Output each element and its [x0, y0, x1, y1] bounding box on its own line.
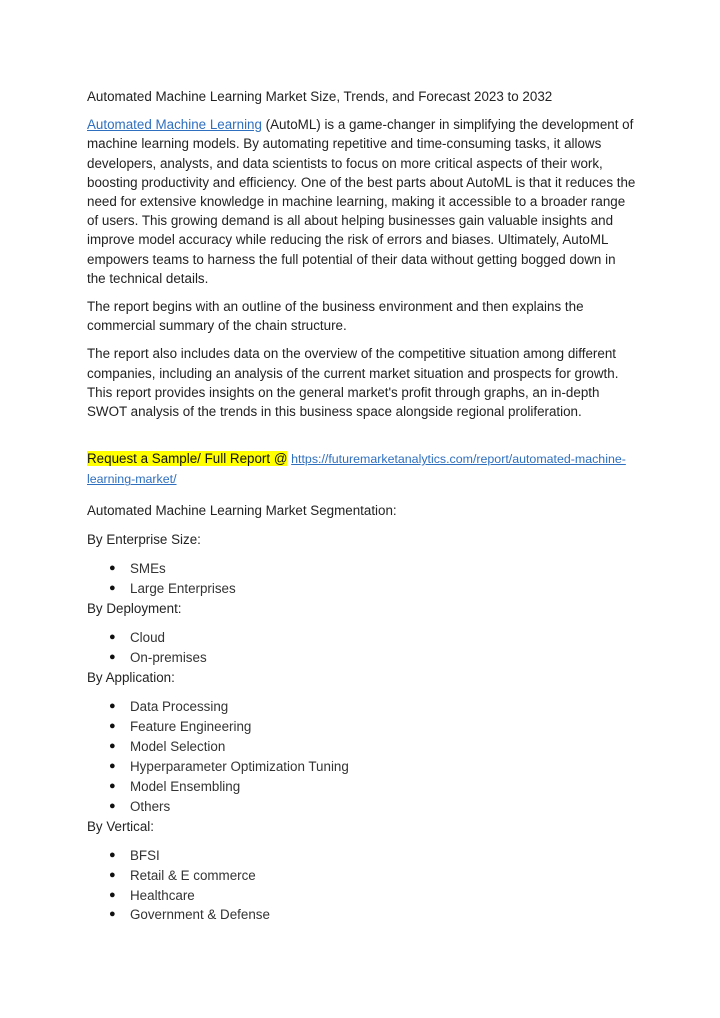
- bullet-icon: ●: [109, 868, 116, 881]
- bullet-icon: ●: [109, 759, 116, 772]
- bullet-icon: ●: [109, 888, 116, 901]
- bullet-icon: ●: [109, 848, 116, 861]
- bullet-icon: ●: [109, 799, 116, 812]
- outline-paragraph: The report begins with an outline of the business environment and then explains the commercial summary of the chain structure.: [87, 299, 584, 334]
- list-item: ● Hyperparameter Optimization Tuning: [87, 757, 636, 777]
- competition-paragraph: The report also includes data on the overview of the competitive situation among different companies, including an analysis of the current market situation and prospects for growth. This report provides insights on the general market's profit through graphs, an in-depth SWOT analysis of the trends in this business space alongside regional proliferation.: [87, 346, 619, 420]
- list-item: ● Model Ensembling: [87, 777, 636, 797]
- list-item: ● Others: [87, 797, 636, 817]
- intro-paragraph: [87, 115, 636, 288]
- request-sample-label: Request a Sample/ Full Report @: [87, 451, 288, 467]
- application-list: [87, 697, 636, 816]
- vertical-list: [87, 846, 636, 926]
- bullet-icon: ●: [109, 700, 116, 713]
- bullet-icon: ●: [109, 650, 116, 663]
- bullet-icon: ●: [109, 581, 116, 594]
- list-item: ● Data Processing: [87, 697, 636, 717]
- intro-text: (AutoML) is a game-changer in simplifying the development of machine learning models. By automating repetitive and time-consuming tasks, it allows developers, analysts, and data scientists to focus on more critical aspects of their work, boosting productivity and efficiency. One of the best parts about AutoML is that it reduces the need for extensive knowledge in machine learning, making it accessible to a broader range of users. This growing demand is all about helping businesses gain valuable insights and improve model accuracy while reducing the risk of errors and biases. Ultimately, AutoML empowers teams to harness the full potential of their data without getting bogged down in the technical details.: [87, 117, 636, 286]
- deployment-heading: By Deployment:: [87, 600, 182, 616]
- list-item: ● SMEs: [87, 559, 636, 579]
- bullet-icon: ●: [109, 631, 116, 644]
- document-title: Automated Machine Learning Market Size, Trends, and Forecast 2023 to 2032: [87, 89, 553, 104]
- bullet-icon: ●: [109, 779, 116, 792]
- list-item: ● Cloud: [87, 628, 636, 648]
- bullet-icon: ●: [109, 739, 116, 752]
- enterprise-size-heading: By Enterprise Size:: [87, 531, 201, 547]
- list-item: ● Feature Engineering: [87, 717, 636, 737]
- segmentation-heading: Automated Machine Learning Market Segmentation:: [87, 502, 397, 518]
- deployment-list: [87, 628, 636, 668]
- list-item: ● Model Selection: [87, 737, 636, 757]
- list-item: ● On-premises: [87, 648, 636, 668]
- vertical-heading: By Vertical:: [87, 818, 154, 834]
- list-item: ● Healthcare: [87, 886, 636, 906]
- enterprise-size-list: [87, 559, 636, 599]
- bullet-icon: ●: [109, 720, 116, 732]
- list-item: ● Retail & E commerce: [87, 866, 636, 886]
- list-item: ● Large Enterprises: [87, 579, 636, 599]
- bullet-icon: ●: [109, 562, 116, 575]
- list-item: ● BFSI: [87, 846, 636, 866]
- report-url-link[interactable]: https://futuremarketanalytics.com/report/automated-machine-learning-market/: [87, 452, 626, 487]
- list-item: ● Government & Defense: [87, 905, 636, 925]
- automl-link[interactable]: Automated Machine Learning: [87, 117, 262, 133]
- application-heading: By Application:: [87, 669, 175, 685]
- request-sample-line: [87, 449, 636, 489]
- bullet-icon: ●: [109, 908, 116, 921]
